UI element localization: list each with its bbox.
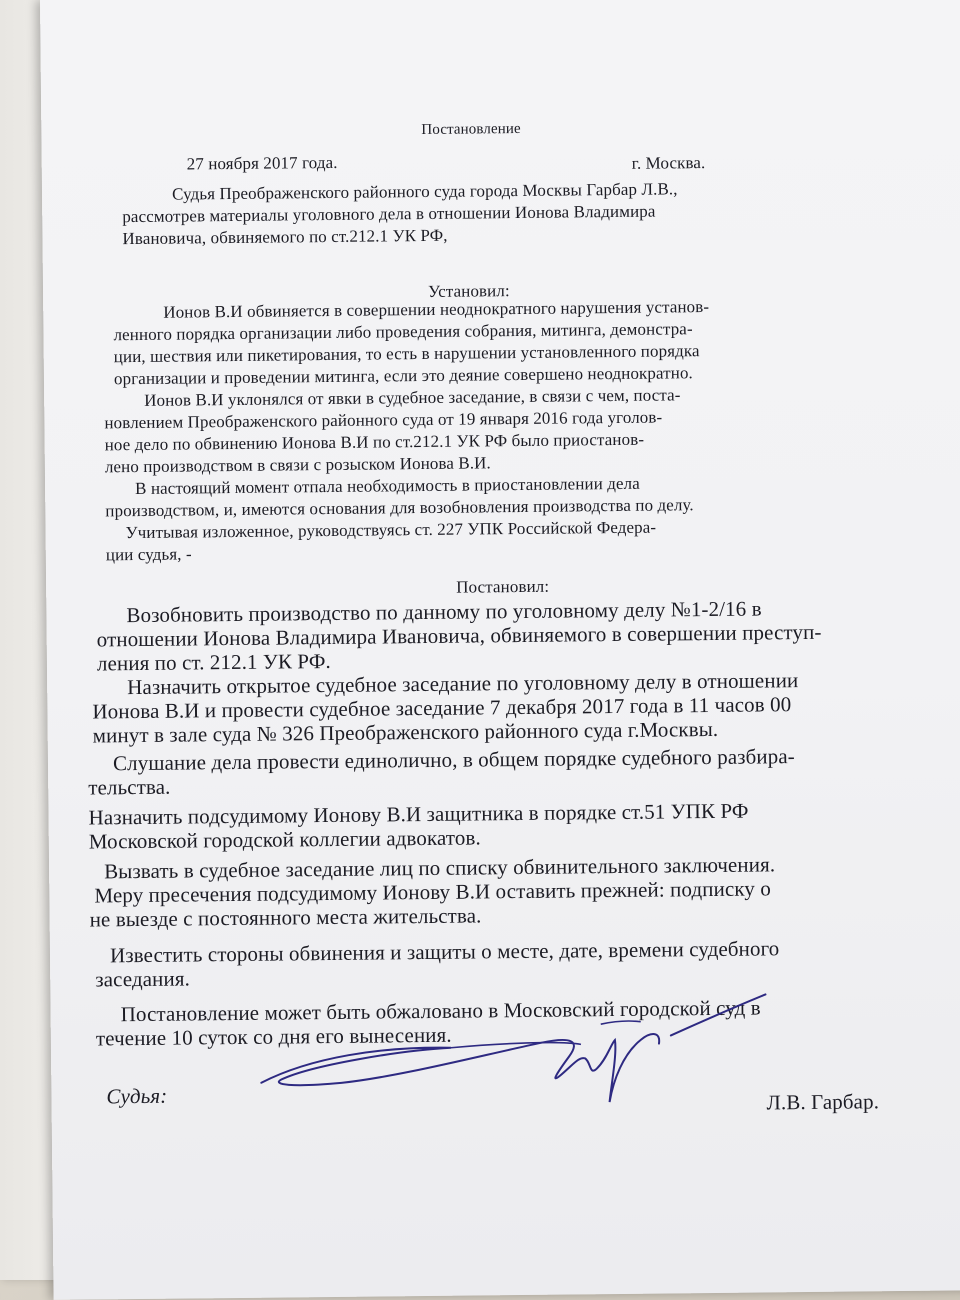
body-line: Ионов В.И уклонялся от явки в судебное заседание, в связи с чем, поста-: [144, 385, 681, 410]
section-heading-postanovil: Постановил:: [456, 576, 550, 597]
section-heading-ustanovil: Установил:: [427, 281, 510, 301]
body-line: отношении Ионова Владимира Ивановича, обвиняемого в совершении преступ-: [96, 619, 822, 652]
body-line: Возобновить производство по данному по уголовному делу №1-2/16 в: [126, 596, 762, 628]
document-date: 27 ноября 2017 года.: [186, 152, 338, 174]
body-line: Назначить открытое судебное заседание по уголовному делу в отношении: [127, 668, 799, 700]
body-line: ное дело по обвинению Ионова В.И по ст.212.1 УК РФ было приостанов-: [104, 429, 645, 455]
body-line: Учитывая изложенное, руководствуясь ст. 227 УПК Российской Федера-: [125, 517, 657, 543]
body-line: организации и проведении митинга, если это деяние совершено неоднократно.: [113, 363, 693, 389]
document-page: [40, 0, 960, 1300]
body-line: Постановление может быть обжаловано в Московский городской суд в: [120, 995, 761, 1027]
body-line: ции, шествия или пикетирования, то есть в нарушении установленного порядка: [113, 341, 700, 367]
document-city: г. Москва.: [631, 153, 706, 173]
body-line: ления по ст. 212.1 УК РФ.: [96, 648, 331, 676]
body-line: тельства.: [88, 774, 171, 800]
body-line: лено производством в связи с розыском Ионова В.И.: [104, 453, 491, 477]
body-line: течение 10 суток со дня его вынесения.: [95, 1022, 452, 1051]
intro-line: рассмотрев материалы уголовного дела в отношении Ионова Владимира: [122, 201, 656, 227]
body-line: ции судья, -: [105, 544, 192, 565]
body-line: ленного порядка организации либо проведения собрания, митинга, демонстра-: [113, 319, 693, 345]
document-title: Постановление: [421, 120, 521, 139]
body-line: Известить стороны обвинения и защиты о месте, дате, времени судебного: [109, 936, 780, 968]
body-line: В настоящий момент отпала необходимость в приостановлении дела: [135, 473, 640, 499]
intro-line: Ивановича, обвиняемого по ст.212.1 УК РФ,: [122, 225, 448, 249]
body-line: минут в зале суда № 326 Преображенского районного суда г.Москвы.: [92, 716, 719, 748]
intro-line: Судья Преображенского районного суда города Москвы Гарбар Л.В.,: [171, 179, 678, 204]
body-line: Слушание дела провести единолично, в общем порядке судебного разбира-: [112, 744, 795, 776]
body-line: Ионова В.И и провести судебное заседание 7 декабря 2017 года в 11 часов 00: [92, 692, 792, 724]
body-line: не выезде с постоянного места жительства.: [89, 903, 482, 932]
body-line: заседания.: [95, 966, 191, 992]
body-line: Назначить подсудимому Ионову В.И защитника в порядке ст.51 УПК РФ: [88, 798, 749, 830]
signature-label: Судья:: [106, 1083, 168, 1109]
body-line: Ионов В.И обвиняется в совершении неоднократного нарушения установ-: [163, 297, 710, 322]
handwritten-signature: [250, 982, 771, 1127]
body-line: Вызвать в судебное заседание лиц по списку обвинительного заключения.: [104, 852, 776, 884]
body-line: производством, и, имеются основания для возобновления производства по делу.: [105, 495, 694, 521]
judge-name: Л.В. Гарбар.: [766, 1089, 880, 1115]
body-line: Меру пресечения подсудимому Ионову В.И оставить прежней: подписку о: [94, 876, 771, 908]
body-line: Московской городской коллегии адвокатов.: [88, 825, 481, 854]
body-line: новлением Преображенского районного суда от 19 января 2016 года уголов-: [104, 407, 663, 433]
